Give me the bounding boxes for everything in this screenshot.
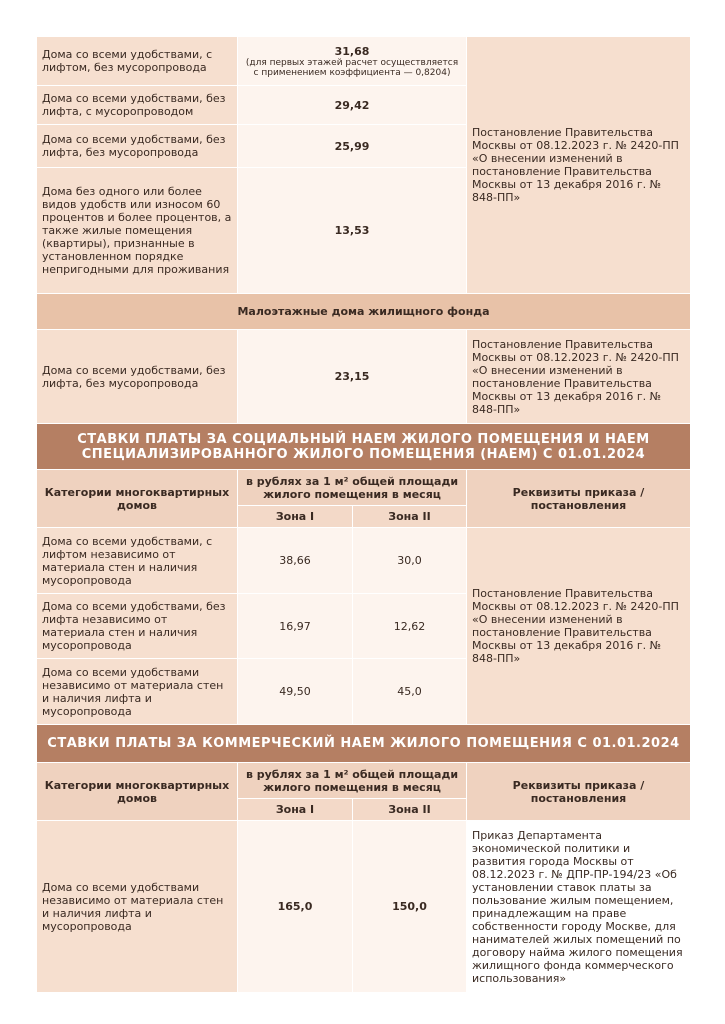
table-row (37, 725, 691, 763)
column-header-rate: в рублях за 1 м² общей площади жилого помещения в месяц (238, 470, 467, 506)
section-title: СТАВКИ ПЛАТЫ ЗА СОЦИАЛЬНЫЙ НАЕМ ЖИЛОГО ПОМЕЩЕНИЯ И НАЕМ СПЕЦИАЛИЗИРОВАННОГО ЖИЛОГО ПОМЕЩЕНИЯ (НАЕМ) С 01.01.2024 (37, 424, 691, 470)
category-cell: Дома без одного или более видов удобств или износом 60 процентов и более процентов, а также жилые помещения (квартиры), признанные в установленном порядке непригодными для проживания (37, 168, 238, 294)
rate-value: 25,99 (238, 125, 467, 168)
tariff-document (36, 36, 690, 993)
rate-value: 13,53 (238, 168, 467, 294)
zone2-value: 150,0 (353, 821, 467, 993)
zone1-value: 49,50 (238, 659, 353, 725)
category-cell: Дома со всеми удобствами, с лифтом, без мусоропровода (37, 37, 238, 86)
table-row (37, 294, 691, 330)
category-cell: Дома со всеми удобствами, без лифта независимо от материала стен и наличия мусоропровода (37, 594, 238, 659)
column-header-reference: Реквизиты приказа / постановления (467, 763, 691, 821)
zone2-value: 12,62 (353, 594, 467, 659)
table-row (37, 528, 691, 594)
rate-note: (для первых этажей расчет осуществляется с применением коэффициента — 0,8204) (245, 57, 459, 78)
reference-cell: Постановление Правительства Москвы от 08.12.2023 г. № 2420-ПП «О внесении изменений в постановление Правительства Москвы от 13 декабря 2016 г. № 848-ПП» (467, 528, 691, 725)
rate-value: 31,68 (334, 44, 370, 58)
zone-header: Зона I (238, 799, 353, 821)
table-row (37, 330, 691, 424)
column-header-rate: в рублях за 1 м² общей площади жилого помещения в месяц (238, 763, 467, 799)
category-cell: Дома со всеми удобствами, без лифта, без мусоропровода (37, 330, 238, 424)
column-header-category: Категории многоквартирных домов (37, 470, 238, 528)
reference-cell: Постановление Правительства Москвы от 08.12.2023 г. № 2420-ПП «О внесении изменений в постановление Правительства Москвы от 13 декабря 2016 г. № 848-ПП» (467, 37, 691, 294)
value-cell (238, 37, 467, 86)
zone1-value: 38,66 (238, 528, 353, 594)
section-subheader: Малоэтажные дома жилищного фонда (37, 294, 691, 330)
zone2-value: 30,0 (353, 528, 467, 594)
category-cell: Дома со всеми удобствами, без лифта, без мусоропровода (37, 125, 238, 168)
rate-value: 23,15 (238, 330, 467, 424)
category-cell: Дома со всеми удобствами независимо от материала стен и наличия лифта и мусоропровода (37, 659, 238, 725)
rate-value: 29,42 (238, 86, 467, 125)
table-row (37, 470, 691, 506)
column-header-reference: Реквизиты приказа / постановления (467, 470, 691, 528)
table-row (37, 763, 691, 799)
category-cell: Дома со всеми удобствами, с лифтом независимо от материала стен и наличия мусоропровода (37, 528, 238, 594)
zone-header: Зона II (353, 799, 467, 821)
category-cell: Дома со всеми удобствами независимо от материала стен и наличия лифта и мусоропровода (37, 821, 238, 993)
zone-header: Зона I (238, 506, 353, 528)
table-row (37, 37, 691, 86)
column-header-category: Категории многоквартирных домов (37, 763, 238, 821)
zone-header: Зона II (353, 506, 467, 528)
category-cell: Дома со всеми удобствами, без лифта, с мусоропроводом (37, 86, 238, 125)
rent-table (36, 36, 691, 993)
reference-cell: Постановление Правительства Москвы от 08.12.2023 г. № 2420-ПП «О внесении изменений в постановление Правительства Москвы от 13 декабря 2016 г. № 848-ПП» (467, 330, 691, 424)
reference-cell: Приказ Департамента экономической политики и развития города Москвы от 08.12.2023 г. № ДПР-ПР-194/23 «Об установлении ставок платы за пользование жилым помещением, принадлежащим на праве собственности городу Москве, для нанимателей жилых помещений по договору найма жилого помещения жилищного фонда коммерческого использования» (467, 821, 691, 993)
section-title: СТАВКИ ПЛАТЫ ЗА КОММЕРЧЕСКИЙ НАЕМ ЖИЛОГО ПОМЕЩЕНИЯ С 01.01.2024 (37, 725, 691, 763)
table-row (37, 821, 691, 993)
zone2-value: 45,0 (353, 659, 467, 725)
zone1-value: 165,0 (238, 821, 353, 993)
table-row (37, 424, 691, 470)
zone1-value: 16,97 (238, 594, 353, 659)
